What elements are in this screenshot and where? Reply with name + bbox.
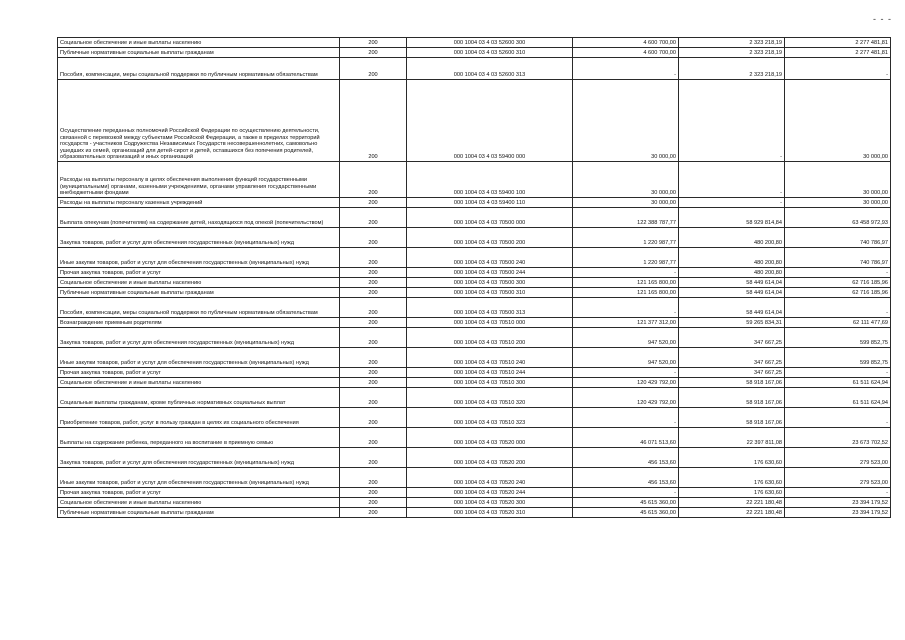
row-name-cell: Иные закупки товаров, работ и услуг для обеспечения государственных (муниципальных) нужд — [58, 468, 340, 488]
row-code-cell: 200 — [340, 248, 407, 268]
row-kbk-cell: 000 1004 03 4 03 52600 313 — [407, 58, 573, 80]
row-kbk-cell: 000 1004 03 4 03 70520 000 — [407, 428, 573, 448]
row-approved-cell: 4 600 700,00 — [573, 38, 679, 48]
row-code-cell: 200 — [340, 328, 407, 348]
row-kbk-cell: 000 1004 03 4 03 70500 200 — [407, 228, 573, 248]
row-unexecuted-cell: 279 523,00 — [785, 468, 891, 488]
table-row — [58, 328, 891, 348]
row-kbk-cell: 000 1004 03 4 03 70510 244 — [407, 368, 573, 378]
row-unexecuted-cell: 63 458 972,93 — [785, 208, 891, 228]
row-approved-cell: 30 000,00 — [573, 162, 679, 198]
row-unexecuted-cell: 2 277 481,81 — [785, 38, 891, 48]
row-kbk-cell: 000 1004 03 4 03 70520 200 — [407, 448, 573, 468]
corner-mark: - - - — [873, 14, 892, 24]
row-unexecuted-cell: - — [785, 58, 891, 80]
row-kbk-cell: 000 1004 03 4 03 70510 323 — [407, 408, 573, 428]
row-executed-cell: 22 221 180,48 — [679, 498, 785, 508]
row-unexecuted-cell: 30 000,00 — [785, 80, 891, 162]
row-unexecuted-cell: - — [785, 268, 891, 278]
table-row — [58, 448, 891, 468]
row-name-cell: Закупка товаров, работ и услуг для обеспечения государственных (муниципальных) нужд — [58, 448, 340, 468]
row-kbk-cell: 000 1004 03 4 03 52600 310 — [407, 48, 573, 58]
table-row — [58, 288, 891, 298]
row-approved-cell: 121 165 800,00 — [573, 288, 679, 298]
table-row — [58, 198, 891, 208]
row-code-cell: 200 — [340, 58, 407, 80]
row-executed-cell: 58 918 167,06 — [679, 408, 785, 428]
table-row — [58, 378, 891, 388]
row-name-cell: Социальное обеспечение и иные выплаты населению — [58, 38, 340, 48]
row-executed-cell: 480 200,80 — [679, 268, 785, 278]
row-approved-cell: 120 429 792,00 — [573, 388, 679, 408]
row-executed-cell: - — [679, 162, 785, 198]
row-executed-cell: 347 667,25 — [679, 348, 785, 368]
row-name-cell: Вознаграждение приемным родителям — [58, 318, 340, 328]
row-unexecuted-cell: - — [785, 488, 891, 498]
row-approved-cell: 120 429 792,00 — [573, 378, 679, 388]
table-row — [58, 298, 891, 318]
row-executed-cell: 347 667,25 — [679, 368, 785, 378]
table-row — [58, 228, 891, 248]
table-row — [58, 368, 891, 378]
row-approved-cell: 30 000,00 — [573, 80, 679, 162]
row-approved-cell: 45 615 360,00 — [573, 498, 679, 508]
row-unexecuted-cell: 740 786,97 — [785, 248, 891, 268]
row-approved-cell: 121 165 800,00 — [573, 278, 679, 288]
row-kbk-cell: 000 1004 03 4 03 70520 244 — [407, 488, 573, 498]
row-approved-cell: 121 377 312,00 — [573, 318, 679, 328]
table-row — [58, 268, 891, 278]
row-executed-cell: 59 265 834,31 — [679, 318, 785, 328]
table-row — [58, 388, 891, 408]
table-row — [58, 38, 891, 48]
row-executed-cell: 176 630,60 — [679, 488, 785, 498]
row-code-cell: 200 — [340, 488, 407, 498]
table-row — [58, 498, 891, 508]
table-row — [58, 278, 891, 288]
row-unexecuted-cell: - — [785, 298, 891, 318]
row-kbk-cell: 000 1004 03 4 03 59400 100 — [407, 162, 573, 198]
table-row — [58, 48, 891, 58]
table-body — [58, 38, 891, 518]
row-code-cell: 200 — [340, 80, 407, 162]
row-name-cell: Расходы на выплаты персоналу в целях обеспечения выполнения функций государственными (муниципальными) органами, казенными учреждениями, органами управления государственными внебюджетными фондами — [58, 162, 340, 198]
row-unexecuted-cell: 599 852,75 — [785, 348, 891, 368]
row-code-cell: 200 — [340, 498, 407, 508]
row-approved-cell: - — [573, 488, 679, 498]
row-kbk-cell: 000 1004 03 4 03 70510 240 — [407, 348, 573, 368]
row-name-cell: Пособия, компенсации, меры социальной поддержки по публичным нормативным обязательствам — [58, 298, 340, 318]
row-executed-cell: 2 323 218,19 — [679, 38, 785, 48]
table-row — [58, 208, 891, 228]
row-kbk-cell: 000 1004 03 4 03 59400 110 — [407, 198, 573, 208]
row-code-cell: 200 — [340, 208, 407, 228]
row-executed-cell: 58 449 614,04 — [679, 298, 785, 318]
row-name-cell: Социальное обеспечение и иные выплаты населению — [58, 278, 340, 288]
row-kbk-cell: 000 1004 03 4 03 70500 000 — [407, 208, 573, 228]
row-code-cell: 200 — [340, 298, 407, 318]
row-kbk-cell: 000 1004 03 4 03 52600 300 — [407, 38, 573, 48]
budget-execution-table — [57, 37, 891, 518]
row-kbk-cell: 000 1004 03 4 03 70510 320 — [407, 388, 573, 408]
row-approved-cell: 122 388 787,77 — [573, 208, 679, 228]
row-name-cell: Публичные нормативные социальные выплаты гражданам — [58, 288, 340, 298]
row-executed-cell: - — [679, 80, 785, 162]
row-executed-cell: 176 630,60 — [679, 468, 785, 488]
row-name-cell: Пособия, компенсации, меры социальной поддержки по публичным нормативным обязательствам — [58, 58, 340, 80]
row-name-cell: Закупка товаров, работ и услуг для обеспечения государственных (муниципальных) нужд — [58, 228, 340, 248]
row-unexecuted-cell: 279 523,00 — [785, 448, 891, 468]
row-kbk-cell: 000 1004 03 4 03 59400 000 — [407, 80, 573, 162]
row-unexecuted-cell: 2 277 481,81 — [785, 48, 891, 58]
row-name-cell: Закупка товаров, работ и услуг для обеспечения государственных (муниципальных) нужд — [58, 328, 340, 348]
row-code-cell: 200 — [340, 288, 407, 298]
row-unexecuted-cell: 30 000,00 — [785, 162, 891, 198]
row-unexecuted-cell: 61 511 624,94 — [785, 378, 891, 388]
row-kbk-cell: 000 1004 03 4 03 70500 310 — [407, 288, 573, 298]
row-code-cell: 200 — [340, 388, 407, 408]
row-executed-cell: - — [679, 198, 785, 208]
row-code-cell: 200 — [340, 268, 407, 278]
row-kbk-cell: 000 1004 03 4 03 70520 240 — [407, 468, 573, 488]
row-executed-cell: 58 449 614,04 — [679, 278, 785, 288]
row-unexecuted-cell: 62 111 477,69 — [785, 318, 891, 328]
row-unexecuted-cell: 61 511 624,94 — [785, 388, 891, 408]
row-executed-cell: 480 200,80 — [679, 228, 785, 248]
row-name-cell: Выплаты на содержание ребенка, переданного на воспитание в приемную семью — [58, 428, 340, 448]
table-row — [58, 488, 891, 498]
row-unexecuted-cell: 30 000,00 — [785, 198, 891, 208]
row-executed-cell: 22 221 180,48 — [679, 508, 785, 518]
row-name-cell: Публичные нормативные социальные выплаты гражданам — [58, 508, 340, 518]
row-unexecuted-cell: 62 716 185,96 — [785, 278, 891, 288]
row-unexecuted-cell: 23 394 179,52 — [785, 508, 891, 518]
row-approved-cell: 947 520,00 — [573, 328, 679, 348]
row-name-cell: Иные закупки товаров, работ и услуг для обеспечения государственных (муниципальных) нужд — [58, 248, 340, 268]
row-executed-cell: 58 918 167,06 — [679, 388, 785, 408]
row-approved-cell: 947 520,00 — [573, 348, 679, 368]
row-code-cell: 200 — [340, 162, 407, 198]
row-executed-cell: 58 929 814,84 — [679, 208, 785, 228]
row-approved-cell: 456 153,60 — [573, 468, 679, 488]
row-approved-cell: 45 615 360,00 — [573, 508, 679, 518]
row-name-cell: Прочая закупка товаров, работ и услуг — [58, 368, 340, 378]
row-code-cell: 200 — [340, 428, 407, 448]
row-code-cell: 200 — [340, 228, 407, 248]
row-unexecuted-cell: 23 394 179,52 — [785, 498, 891, 508]
table-row — [58, 468, 891, 488]
row-name-cell: Приобретение товаров, работ, услуг в пользу граждан в целях их социального обеспечения — [58, 408, 340, 428]
row-approved-cell: 1 220 987,77 — [573, 248, 679, 268]
row-approved-cell: 4 600 700,00 — [573, 48, 679, 58]
row-unexecuted-cell: 740 786,97 — [785, 228, 891, 248]
row-code-cell: 200 — [340, 468, 407, 488]
table-row — [58, 408, 891, 428]
row-code-cell: 200 — [340, 318, 407, 328]
row-name-cell: Прочая закупка товаров, работ и услуг — [58, 488, 340, 498]
row-name-cell: Осуществление переданных полномочий Российской Федерации по осуществлению деятельности, связанной с перевозкой между субъектами Российской Федерации, а также в пределах территорий государств - участников Содружества Независимых Государств несовершеннолетних, самовольно ушедших из семей, организаций для детей-сирот и детей, оставшихся без попечения родителей, образовательных организаций и иных организаций — [58, 80, 340, 162]
row-name-cell: Расходы на выплаты персоналу казенных учреждений — [58, 198, 340, 208]
row-code-cell: 200 — [340, 408, 407, 428]
row-code-cell: 200 — [340, 448, 407, 468]
table-row — [58, 318, 891, 328]
row-code-cell: 200 — [340, 368, 407, 378]
row-kbk-cell: 000 1004 03 4 03 70500 244 — [407, 268, 573, 278]
table-row — [58, 58, 891, 80]
row-name-cell: Иные закупки товаров, работ и услуг для обеспечения государственных (муниципальных) нужд — [58, 348, 340, 368]
row-kbk-cell: 000 1004 03 4 03 70500 313 — [407, 298, 573, 318]
table-row — [58, 162, 891, 198]
row-kbk-cell: 000 1004 03 4 03 70510 300 — [407, 378, 573, 388]
row-code-cell: 200 — [340, 378, 407, 388]
table-row — [58, 428, 891, 448]
row-approved-cell: - — [573, 268, 679, 278]
row-unexecuted-cell: 23 673 702,52 — [785, 428, 891, 448]
row-executed-cell: 58 449 614,04 — [679, 288, 785, 298]
row-approved-cell: 30 000,00 — [573, 198, 679, 208]
row-kbk-cell: 000 1004 03 4 03 70520 300 — [407, 498, 573, 508]
row-code-cell: 200 — [340, 198, 407, 208]
row-executed-cell: 347 667,25 — [679, 328, 785, 348]
row-kbk-cell: 000 1004 03 4 03 70500 240 — [407, 248, 573, 268]
table-row — [58, 248, 891, 268]
row-kbk-cell: 000 1004 03 4 03 70500 300 — [407, 278, 573, 288]
table-row — [58, 508, 891, 518]
row-executed-cell: 22 397 811,08 — [679, 428, 785, 448]
row-code-cell: 200 — [340, 48, 407, 58]
table-row — [58, 348, 891, 368]
row-name-cell: Прочая закупка товаров, работ и услуг — [58, 268, 340, 278]
row-name-cell: Социальные выплаты гражданам, кроме публичных нормативных социальных выплат — [58, 388, 340, 408]
row-code-cell: 200 — [340, 348, 407, 368]
row-unexecuted-cell: - — [785, 368, 891, 378]
row-executed-cell: 480 200,80 — [679, 248, 785, 268]
row-name-cell: Публичные нормативные социальные выплаты гражданам — [58, 48, 340, 58]
row-kbk-cell: 000 1004 03 4 03 70520 310 — [407, 508, 573, 518]
row-approved-cell: 46 071 513,60 — [573, 428, 679, 448]
row-executed-cell: 2 323 218,19 — [679, 58, 785, 80]
row-approved-cell: - — [573, 298, 679, 318]
table-row — [58, 80, 891, 162]
row-code-cell: 200 — [340, 38, 407, 48]
row-executed-cell: 2 323 218,19 — [679, 48, 785, 58]
row-name-cell: Социальное обеспечение и иные выплаты населению — [58, 498, 340, 508]
row-name-cell: Социальное обеспечение и иные выплаты населению — [58, 378, 340, 388]
row-executed-cell: 176 630,60 — [679, 448, 785, 468]
row-kbk-cell: 000 1004 03 4 03 70510 000 — [407, 318, 573, 328]
row-name-cell: Выплата опекунам (попечителям) на содержание детей, находящихся под опекой (попечительством) — [58, 208, 340, 228]
row-code-cell: 200 — [340, 508, 407, 518]
row-approved-cell: - — [573, 408, 679, 428]
row-approved-cell: 1 220 987,77 — [573, 228, 679, 248]
row-unexecuted-cell: 599 852,75 — [785, 328, 891, 348]
row-code-cell: 200 — [340, 278, 407, 288]
row-kbk-cell: 000 1004 03 4 03 70510 200 — [407, 328, 573, 348]
row-executed-cell: 58 918 167,06 — [679, 378, 785, 388]
row-unexecuted-cell: - — [785, 408, 891, 428]
row-approved-cell: - — [573, 58, 679, 80]
row-unexecuted-cell: 62 716 185,96 — [785, 288, 891, 298]
row-approved-cell: 456 153,60 — [573, 448, 679, 468]
row-approved-cell: - — [573, 368, 679, 378]
